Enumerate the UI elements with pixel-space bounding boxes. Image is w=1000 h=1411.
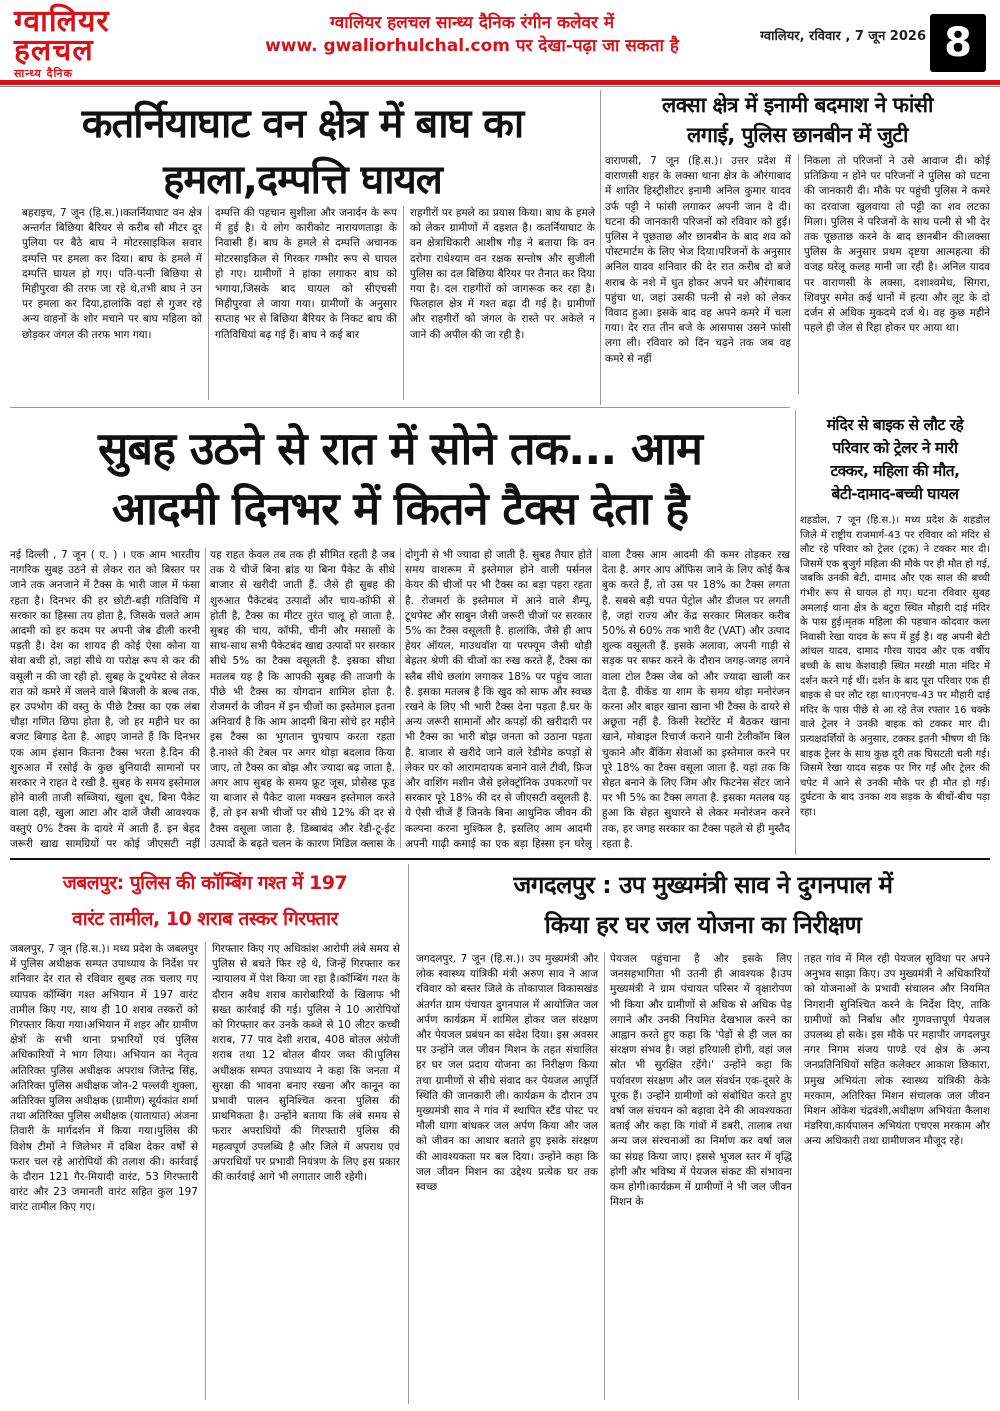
story-jagdalpur-col-1: जगदलपुर, 7 जून (हि.स.)। उप मुख्यमंत्री और लोक स्वास्थ्य यांत्रिकी मंत्री अरुण साव ने आज रविवार को बस्तर जिले के तोकापाल विकासखंड अंतर्गत ग्राम पंचायत दुगनपाल में आयोजित जल अर्पण कार्यक्रम में शामिल होकर जल संरक्षण और पेयजल प्रबंधन का संदेश दिया। इस अवसर पर उन्होंने जल जीवन मिशन के तहत संचालित हर घर जल प्रदाय योजना का निरीक्षण किया तथा ग्रामीणों से सीधे संवाद कर पेयजल आपूर्ति स्थिति की जानकारी ली। कार्यक्रम के दौरान उप मुख्यमंत्री साव ने गांव में स्थापित स्टैंड पोस्ट पर मौली धागा बांधकर जल अर्पण किया और जल को जीवन का आधार बताते हुए इसके संरक्षण की आवश्यकता पर बल दिया। उन्होंने कहा कि जल जीवन मिशन का उद्देश्य प्रत्येक घर तक स्वच्छ [416, 953, 598, 1194]
story-accident-headline-1[interactable]: मंदिर से बाइक से लौट रहे [826, 416, 964, 434]
section-divider [10, 407, 790, 408]
story-jagdalpur-col-3: तहत गांव में मिल रही पेयजल सुविधा पर अपने अनुभव साझा किए। उप मुख्यमंत्री ने अधिकारियों को योजनाओं के प्रभावी संचालन और नियमित निगरानी सुनिश्चित करने के निर्देश दिए, ताकि ग्रामीणों को निर्बाध और गुणवत्तापूर्ण पेयजल उपलब्ध हो सके। इस मौके पर महापौर जगदलपुर नगर निगम संजय पाण्डे एवं क्षेत्र के अन्य जनप्रतिनिधियों सहित कलेक्टर आकाश छिकारा, प्रमुख अभियंता लोक स्वास्थ्य यांत्रिकी केके मरकाम, अतिरिक्त मिशन संचालक जल जीवन मिशन ओंकेश चंद्रवंशी,अधीक्षण अभियंता कैलाश मंडरिया,कार्यपालन अभियंता एचएस मरकाम और अन्य अधिकारी तथा ग्रामीणजन मौजूद रहे। [804, 953, 990, 1148]
story-jabalpur-col-1: जबलपुर, 7 जून (हि.स.)। मध्य प्रदेश के जबलपुर में पुलिस अधीक्षक सम्पत उपाध्याय के निर्देश पर शनिवार देर रात से रविवार सुबह तक चलाए गए व्यापक कॉम्बिंग गश्त अभियान में 197 वारंट तामील किए गए, साथ ही 10 शराब तस्करों को गिरफ्तार किया गया।अभियान में शहर और ग्रामीण क्षेत्रों के सभी थाना प्रभारियों एवं पुलिस अधिकारियों ने भाग लिया। अभियान का नेतृत्व अतिरिक्त पुलिस अधीक्षक अपराध जितेन्द्र सिंह, अतिरिक्त पुलिस अधीक्षक जोन-2 पल्लवी शुक्ला, अतिरिक्त पुलिस अधीक्षक (ग्रामीण) सूर्यकांत शर्मा तथा अतिरिक्त पुलिस अधीक्षक (यातायात) अंजना तिवारी के मार्गदर्शन में किया गया।पुलिस की विशेष टीमों ने जिलेभर में दबिश देकर वर्षों से फरार चल रहे आरोपियों की तलाश की। कार्रवाई के दौरान 121 गैर-मियादी वारंट, 53 गिरफ्तारी वारंट और 23 जमानती वारंट सहित कुल 197 वारंट तामील किए गए। [10, 943, 198, 1214]
story-tax-col-2: यह राहत केवल तब तक ही सीमित रहती है जब तक ये चीजें बिना ब्रांड या बिना पैकेट के सीधे बाजार से खरीदी जाती हैं. जैसे ही सुबह की शुरुआत पैकेटबंद उत्पादों और चाय-कॉफी से होती है, टैक्स का मीटर तुरंत चालू हो जाता है. सुबह की चाय, कॉफी, चीनी और मसालों के साथ-साथ सभी पैकेटबंद खाद्य उत्पादों पर सरकार सीधे 5% का टैक्स वसूलती है. इसका सीधा मतलब यह है कि आपकी सुबह की ताजगी के पीछे भी टैक्स का योगदान शामिल होता है. रोजमर्रा के जीवन में इन चीजों का इस्तेमाल इतना अनिवार्य है कि आम आदमी बिना सोचे हर महीने इस टैक्स का भुगतान चुपचाप करता रहता है.नाश्ते की टेबल पर अगर थोड़ा बदलाव किया जाए, तो टैक्स का बोझ और ज्यादा बढ़ जाता है. अगर आप सुबह के समय फ्रूट जूस, प्रोसेस्ड फूड या बाजार से पैकेट वाला मक्खन इस्तेमाल करते हैं, तो इन सभी चीजों पर सीधे 12% की दर से टैक्स वसूला जाता है. डिब्बाबंद और रेडी-टू-ईट उत्पादों के बढ़ते चलन के कारण मिडिल क्लास के [210, 549, 395, 850]
masthead-red-rule [0, 80, 1000, 85]
story-laksa-headline-2[interactable]: लगाई, पुलिस छानबीन में जुटी [687, 123, 908, 147]
story-accident-headline-4[interactable]: बेटी-दामाद-बच्ची घायल [831, 485, 959, 503]
story-jabalpur [10, 864, 400, 1404]
story-laksa-headline-1[interactable]: लक्सा क्षेत्र में इनामी बदमाश ने फांसी [661, 93, 933, 117]
story-tax-col-4: वाला टैक्स आम आदमी की कमर तोड़कर रख देता है. अगर आप ऑफिस जाने के लिए कोई कैब बुक करते हैं, तो उस पर 18% का टैक्स लगता है. सबसे बड़ी चपत पेट्रोल और डीजल पर लगती है, जहां राज्य और केंद्र सरकार मिलकर करीब 50% से 60% तक भारी वैट (VAT) और उत्पाद शुल्क वसूलती हैं. इसके अलावा, अपनी गाड़ी से सड़क पर सफर करने के दौरान जगह-जगह लगने वाला टोल टैक्स जेब को और ज्यादा खाली कर देता है. वीकेंड या शाम के समय थोड़ा मनोरंजन करना और बाहर खाना खाना भी टैक्स के दायरे से अछूता नहीं है. किसी रेस्टोरेंट में बैठकर खाना खाने, मोबाइल रिचार्ज कराने यानी टेलीकॉम बिल चुकाने और बैंकिंग सेवाओं का इस्तेमाल करने पर पूरे 18% का टैक्स वसूला जाता है. यहां तक कि सेहत बनाने के लिए जिम और फिटनेस सेंटर जाने पर भी 5% का टैक्स लगता है. इसका मतलब यह हुआ कि सेहत सुधारने से लेकर मनोरंजन करने तक, हर जगह सरकार का टैक्स पहले से ही मुस्तैद रहता है. [602, 549, 790, 850]
story-tax-headline-2[interactable]: आदमी दिनभर में कितने टैक्स देता है [111, 482, 689, 535]
story-jagdalpur-headline-2[interactable]: किया हर घर जल योजना का निरीक्षण [544, 911, 862, 939]
column-divider [597, 548, 598, 848]
promo-website-link[interactable]: www. gwaliorhulchal.com पर देखा-पढ़ा जा सकता है [265, 36, 679, 56]
story-jabalpur-headline-1[interactable]: जबलपुर: पुलिस की कॉम्बिंग गश्त में 197 [62, 872, 348, 894]
masthead-promo [172, 12, 772, 58]
story-accident-headline-2[interactable]: परिवार को ट्रेलर ने मारी [832, 439, 958, 457]
masthead-thin-rule [0, 86, 1000, 87]
section-divider [795, 410, 796, 855]
story-jabalpur-headline-2[interactable]: वारंट तामील, 10 शराब तस्कर गिरफ्तार [72, 908, 338, 930]
story-tiger-attack [10, 92, 595, 402]
story-laksa [605, 88, 990, 403]
story-accident-body: शहडोल, 7 जून (हि.स.)। मध्य प्रदेश के शहडोल जिले में राष्ट्रीय राजमार्ग-43 पर रविवार को मंदिर से लौट रहे परिवार को ट्रेलर (ट्रक) ने टक्कर मार दी। जिसमें एक बुजुर्ग महिला की मौके पर ही मौत हो गई, जबकि उनकी बेटी, दामाद और एक साल की बच्ची गंभीर रूप से घायल हो गए। घटना रविवार सुबह अमलाई थाना क्षेत्र के बटुरा स्थित मौहारी दाई मंदिर के पास हुई।मृतक महिला की पहचान कोदवार कला निवासी रेखा यादव के रूप में हुई है। वह अपनी बेटी आंचल यादव, दामाद गौरव यादव और एक वर्षीय बच्ची के साथ केशवाही स्थित मरखी माता मंदिर में दर्शन करने गई थीं। दर्शन के बाद पूरा परिवार एक ही बाइक से घर लौट रहा था।एनएच-43 पर मौहारी दाई मंदिर के पास पीछे से आ रहे तेज रफ्तार 16 चक्के वाले ट्रेलर ने उनकी बाइक को टक्कर मार दी।प्रत्यक्षदर्शियों के अनुसार, टक्कर इतनी भीषण थी कि बाइक ट्रेलर के साथ कुछ दूरी तक घिसटती चली गई। जिसमें रेखा यादव सड़क पर गिर गईं और ट्रेलर की चपेट में आने से उनकी मौके पर ही मौत हो गई। दुर्घटना के बाद उनका शव सड़क के बीचों-बीच पड़ा रहा। [800, 515, 990, 818]
story-tiger-col-2: दम्पत्ति की पहचान सुशीला और जनार्दन के रूप में हुई है। ये लोग कारीकोट नारायणताड़ा के निवासी हैं। बाघ के हमले से दम्पत्ति अचानक मोटरसाइकिल से गिरकर गम्भीर रूप से घायल हो गए। ग्रामीणों ने हांका लगाकर बाघ को भगाया,जिसके बाद घायल को सीएचसी मिहीपुरवा ले जाया गया। ग्रामीणों के अनुसार सप्ताह भर से बिछिया बैरियर के निकट बाघ की गतिविधियां बढ़ गई हैं। बाघ ने कई बार [215, 207, 397, 341]
column-divider [798, 952, 799, 1400]
section-divider [408, 864, 409, 1404]
column-divider [208, 206, 209, 400]
column-divider [400, 548, 401, 848]
story-tax-headline-1[interactable]: सुबह उठने से रात में सोने तक... आम [98, 422, 702, 475]
story-tax-col-3: दोगुनी से भी ज्यादा हो जाती है. सुबह तैयार होते समय वाशरूम में इस्तेमाल होने वाली पर्सनल केयर की चीजों पर भी टैक्स का बड़ा पहरा रहता है. रोजमर्रा के इस्तेमाल में आने वाले शैम्पू, टूथपेस्ट और साबुन जैसी जरूरी चीजों पर सरकार 5% का टैक्स वसूलती है. हालांकि, जैसे ही आप हेयर ऑयल, माउथवॉश या परफ्यूम जैसी थोड़ी बेहतर श्रेणी की चीजों का रुख करते हैं, टैक्स का स्लैब सीधे छलांग लगाकर 18% पर पहुंच जाता है. इसका मतलब है कि खुद को साफ और स्वच्छ रखने के लिए भी भारी टैक्स देना पड़ता है.घर के अन्य जरूरी सामानों और कपड़ों की खरीदारी पर भी टैक्स का भारी बोझ जनता को उठाना पड़ता है. बाजार से खरीदे जाने वाले रेडीमेड कपड़ों से लेकर घर को आरामदायक बनाने वाले टीवी, फ्रिज और वाशिंग मशीन जैसे इलेक्ट्रॉनिक उपकरणों पर सरकार पूरे 18% की दर से जीएसटी वसूलती है. ये ऐसी चीजें हैं जिनके बिना आधुनिक जीवन की कल्पना करना मुश्किल है, इसलिए आम आदमी अपनी गाढ़ी कमाई का एक बड़ा हिस्सा इन घरेलू [405, 549, 592, 850]
story-tiger-headline-1[interactable]: कतर्नियाघाट वन क्षेत्र में बाघ का [81, 101, 524, 147]
story-tiger-headline-2[interactable]: हमला,दम्पत्ति घायल [163, 157, 442, 203]
story-tax-col-1: नई दिल्ली , 7 जून ( ए. ) । एक आम भारतीय नागरिक सुबह उठने से लेकर रात को बिस्तर पर जाने तक अनजाने में टैक्स के भारी जाल में फंसा रहता है। दिनभर की हर छोटी-बड़ी गतिविधि में सरकार का हिस्सा तय होता है, जिसके चलते आम आदमी को हर कदम पर अपनी जेब ढीली करनी पड़ती है। देश का शायद ही कोई ऐसा कोना या सेवा बची हो, जहां सीधे या परोक्ष रूप से कर की वसूली न की जा रही हो. सुबह के टूथपेस्ट से लेकर रात को कमरे में जलने वाले बिजली के बल्ब तक, हर उपभोग की वस्तु के पीछे टैक्स का एक लंबा चौड़ा गणित छिपा होता है, जो हर महीने घर का बजट बिगाड़ देता है. आइए जानते हैं कि दिनभर एक आम इंसान कितना टैक्स भरता है.दिन की शुरुआत में रसोई के कुछ बुनियादी सामानों पर सरकार ने राहत दे रखी है. सुबह के समय इस्तेमाल होने वाली ताजी सब्जियां, खुला दूध, बिना पैकेट वाला दही, खुला आटा और दालें जैसी आवश्यक वस्तुएं 0% टैक्स के दायरे में आती हैं. इन बेहद जरूरी खाद्य सामग्रियों पर कोई जीएसटी नहीं [10, 549, 200, 850]
section-divider [10, 858, 990, 860]
column-divider [403, 206, 404, 400]
logo-line-2: हलचल [14, 33, 94, 68]
column-divider [205, 942, 206, 1400]
column-divider [205, 548, 206, 848]
column-divider [604, 952, 605, 1400]
story-accident-headline-3[interactable]: टक्कर, महिला की मौत, [830, 462, 960, 480]
dateline: ग्वालियर, रविवार , 7 जून 2026 [760, 29, 926, 44]
story-laksa-col-2: निकला तो परिजनों ने उसे आवाज दी। कोई प्रतिक्रिया न होने पर परिजनों ने पुलिस को घटना की जानकारी दी। मौके पर पहुंची पुलिस ने कमरे का दरवाजा खुलवाया तो पट्टी का शव लटका मिला। पुलिस ने परिजनों के साथ पत्नी से भी देर तक पूछताछ करने के बाद छानबीन की।लक्सा पुलिस के अनुसार प्रथम दृष्टया आत्महत्या की वजह घरेलू कलह मानी जा रही है। अनिल यादव पर वाराणसी के लक्सा, दशाश्वमेध, सिगरा, शिवपुर समेत कई थानों में हत्या और लूट के दो दर्जन से अधिक मुकदमे दर्ज थे। वह कुछ महीने पहले ही जेल से रिहा होकर घर आया था। [804, 155, 990, 335]
page-number: 8 [930, 14, 986, 72]
story-jagdalpur-headline-1[interactable]: जगदलपुर : उप मुख्यमंत्री साव ने दुगनपाल में [513, 871, 893, 899]
story-accident [800, 410, 990, 855]
story-jagdalpur-col-2: पेयजल पहुंचाना है और इसके लिए जनसहभागिता भी उतनी ही आवश्यक है।उप मुख्यमंत्री ने ग्राम पंचायत परिसर में वृक्षारोपण भी किया और ग्रामीणों से अधिक से अधिक पेड़ लगाने और उनकी नियमित देखभाल करने का आह्वान करते हुए कहा कि 'पेड़ों से ही जल का संरक्षण संभव है। जहां हरियाली होगी, वहां जल स्रोत भी सुरक्षित रहेंगे।' उन्होंने कहा कि पर्यावरण संरक्षण और जल संवर्धन एक-दूसरे के पूरक हैं। उन्होंने ग्रामीणों को संबोधित करते हुए वर्षा जल संचयन को बढ़ावा देने की आवश्यकता बताई और कहा कि गांवों में डबरी, तालाब तथा अन्य जल संरचनाओं का निर्माण कर वर्षा जल का संग्रह किया जाए। इससे भूजल स्तर में वृद्धि होगी और भविष्य में पेयजल संकट की संभावना कम होगी।कार्यक्रम में ग्रामीणों ने भी जल जीवन मिशन के [610, 953, 792, 1209]
logo-line-3: सान्ध्य दैनिक [14, 67, 73, 80]
story-laksa-col-1: वाराणसी, 7 जून (हि.स.)। उत्तर प्रदेश में वाराणसी शहर के लक्सा थाना क्षेत्र के औरंगाबाद में शातिर हिस्ट्रीशीटर इनामी अनिल कुमार यादव उर्फ पट्टी ने फांसी लगाकर अपनी जान दे दी। घटना की जानकारी परिजनों को रविवार को हुई। पुलिस ने पूछताछ और छानबीन के बाद शव को पोस्टमार्टम के लिए भेज दिया।परिजनों के अनुसार अनिल यादव शनिवार की देर रात करीब दो बजे शराब के नशे में धुत होकर अपने घर औरंगाबाद पहुंचा था, जहां उसकी पत्नी से नशे को लेकर विवाद हुआ। इसके बाद वह अपने कमरे में चला गया। देर रात तीन बजे के आसपास उसने फांसी लगा ली। रविवार को दिन चढ़ने तक जब वह कमरे से नहीं [605, 155, 791, 365]
story-jabalpur-col-2: गिरफ्तार किए गए अधिकांश आरोपी लंबे समय से पुलिस से बचते फिर रहे थे, जिन्हें गिरफ्तार कर न्यायालय में पेश किया जा रहा है।कॉम्बिंग गश्त के दौरान अवैध शराब कारोबारियों के खिलाफ भी सख्त कार्रवाई की गई। पुलिस ने 10 आरोपियों को गिरफ्तार कर उनके कब्जे से 10 लीटर कच्ची शराब, 77 पाव देशी शराब, 408 बोतल अंग्रेजी शराब तथा 12 बोतल बीयर जब्त की।पुलिस अधीक्षक सम्पत उपाध्याय ने कहा कि जनता में सुरक्षा की भावना बनाए रखना और कानून का प्रभावी पालन सुनिश्चित करना पुलिस की प्राथमिकता है। उन्होंने बताया कि लंबे समय से फरार अपराधियों की गिरफ्तारी पुलिस की महत्वपूर्ण उपलब्धि है और जिले में अपराध एवं अपराधियों पर प्रभावी नियंत्रण के लिए इस प्रकार की कार्रवाई आगे भी लगातार जारी रहेगी। [212, 943, 400, 1184]
section-divider [600, 90, 601, 405]
story-tax [10, 412, 790, 854]
column-divider [798, 154, 799, 394]
story-tiger-col-1: बहराइच, 7 जून (हि.स.)।कतर्नियाघाट वन क्षेत्र अन्तर्गत बिछिया बैरियर से करीब सौ मीटर दूर पुलिया पर बैठे बाघ ने मोटरसाइकिल सवार दम्पत्ति पर हमला कर दिया। बाघ के हमले में दम्पत्ति घायल हो गए। पति-पत्नी बिछिया से मिहीपुरवा की तरफ जा रहे थे,तभी बाघ ने उन पर हमला कर दिया,हालांकि वहां से गुजर रहे अन्य वाहनों के शोर मचाने पर बाघ महिला को छोड़कर जंगल की तरफ भाग गया। [22, 207, 202, 341]
logo-line-1: ग्वालियर [14, 4, 110, 39]
story-tiger-col-3: राहगीरों पर हमले का प्रयास किया। बाघ के हमले को लेकर ग्रामीणों में दहशत है। कतर्नियाघाट के वन क्षेत्राधिकारी आशीष गौड़ ने बताया कि वन दरोगा राधेश्याम वन रक्षक सन्तोष और सुजीली पुलिस का दल बिछिया बैरियर पर तैनात कर दिया गया है। दल राहगीरों को जागरूक कर रहा है। फिलहाल क्षेत्र में गश्त बढ़ा दी गई है। ग्रामीणों और राहगीरों को जंगल के रास्ते पर अकेले न जाने की अपील की जा रही है। [410, 207, 595, 341]
newspaper-logo[interactable] [14, 6, 164, 78]
story-jagdalpur [416, 864, 990, 1404]
masthead [0, 0, 1000, 82]
promo-line-1: ग्वालियर हलचल सान्ध्य दैनिक रंगीन कलेवर में [329, 13, 615, 33]
